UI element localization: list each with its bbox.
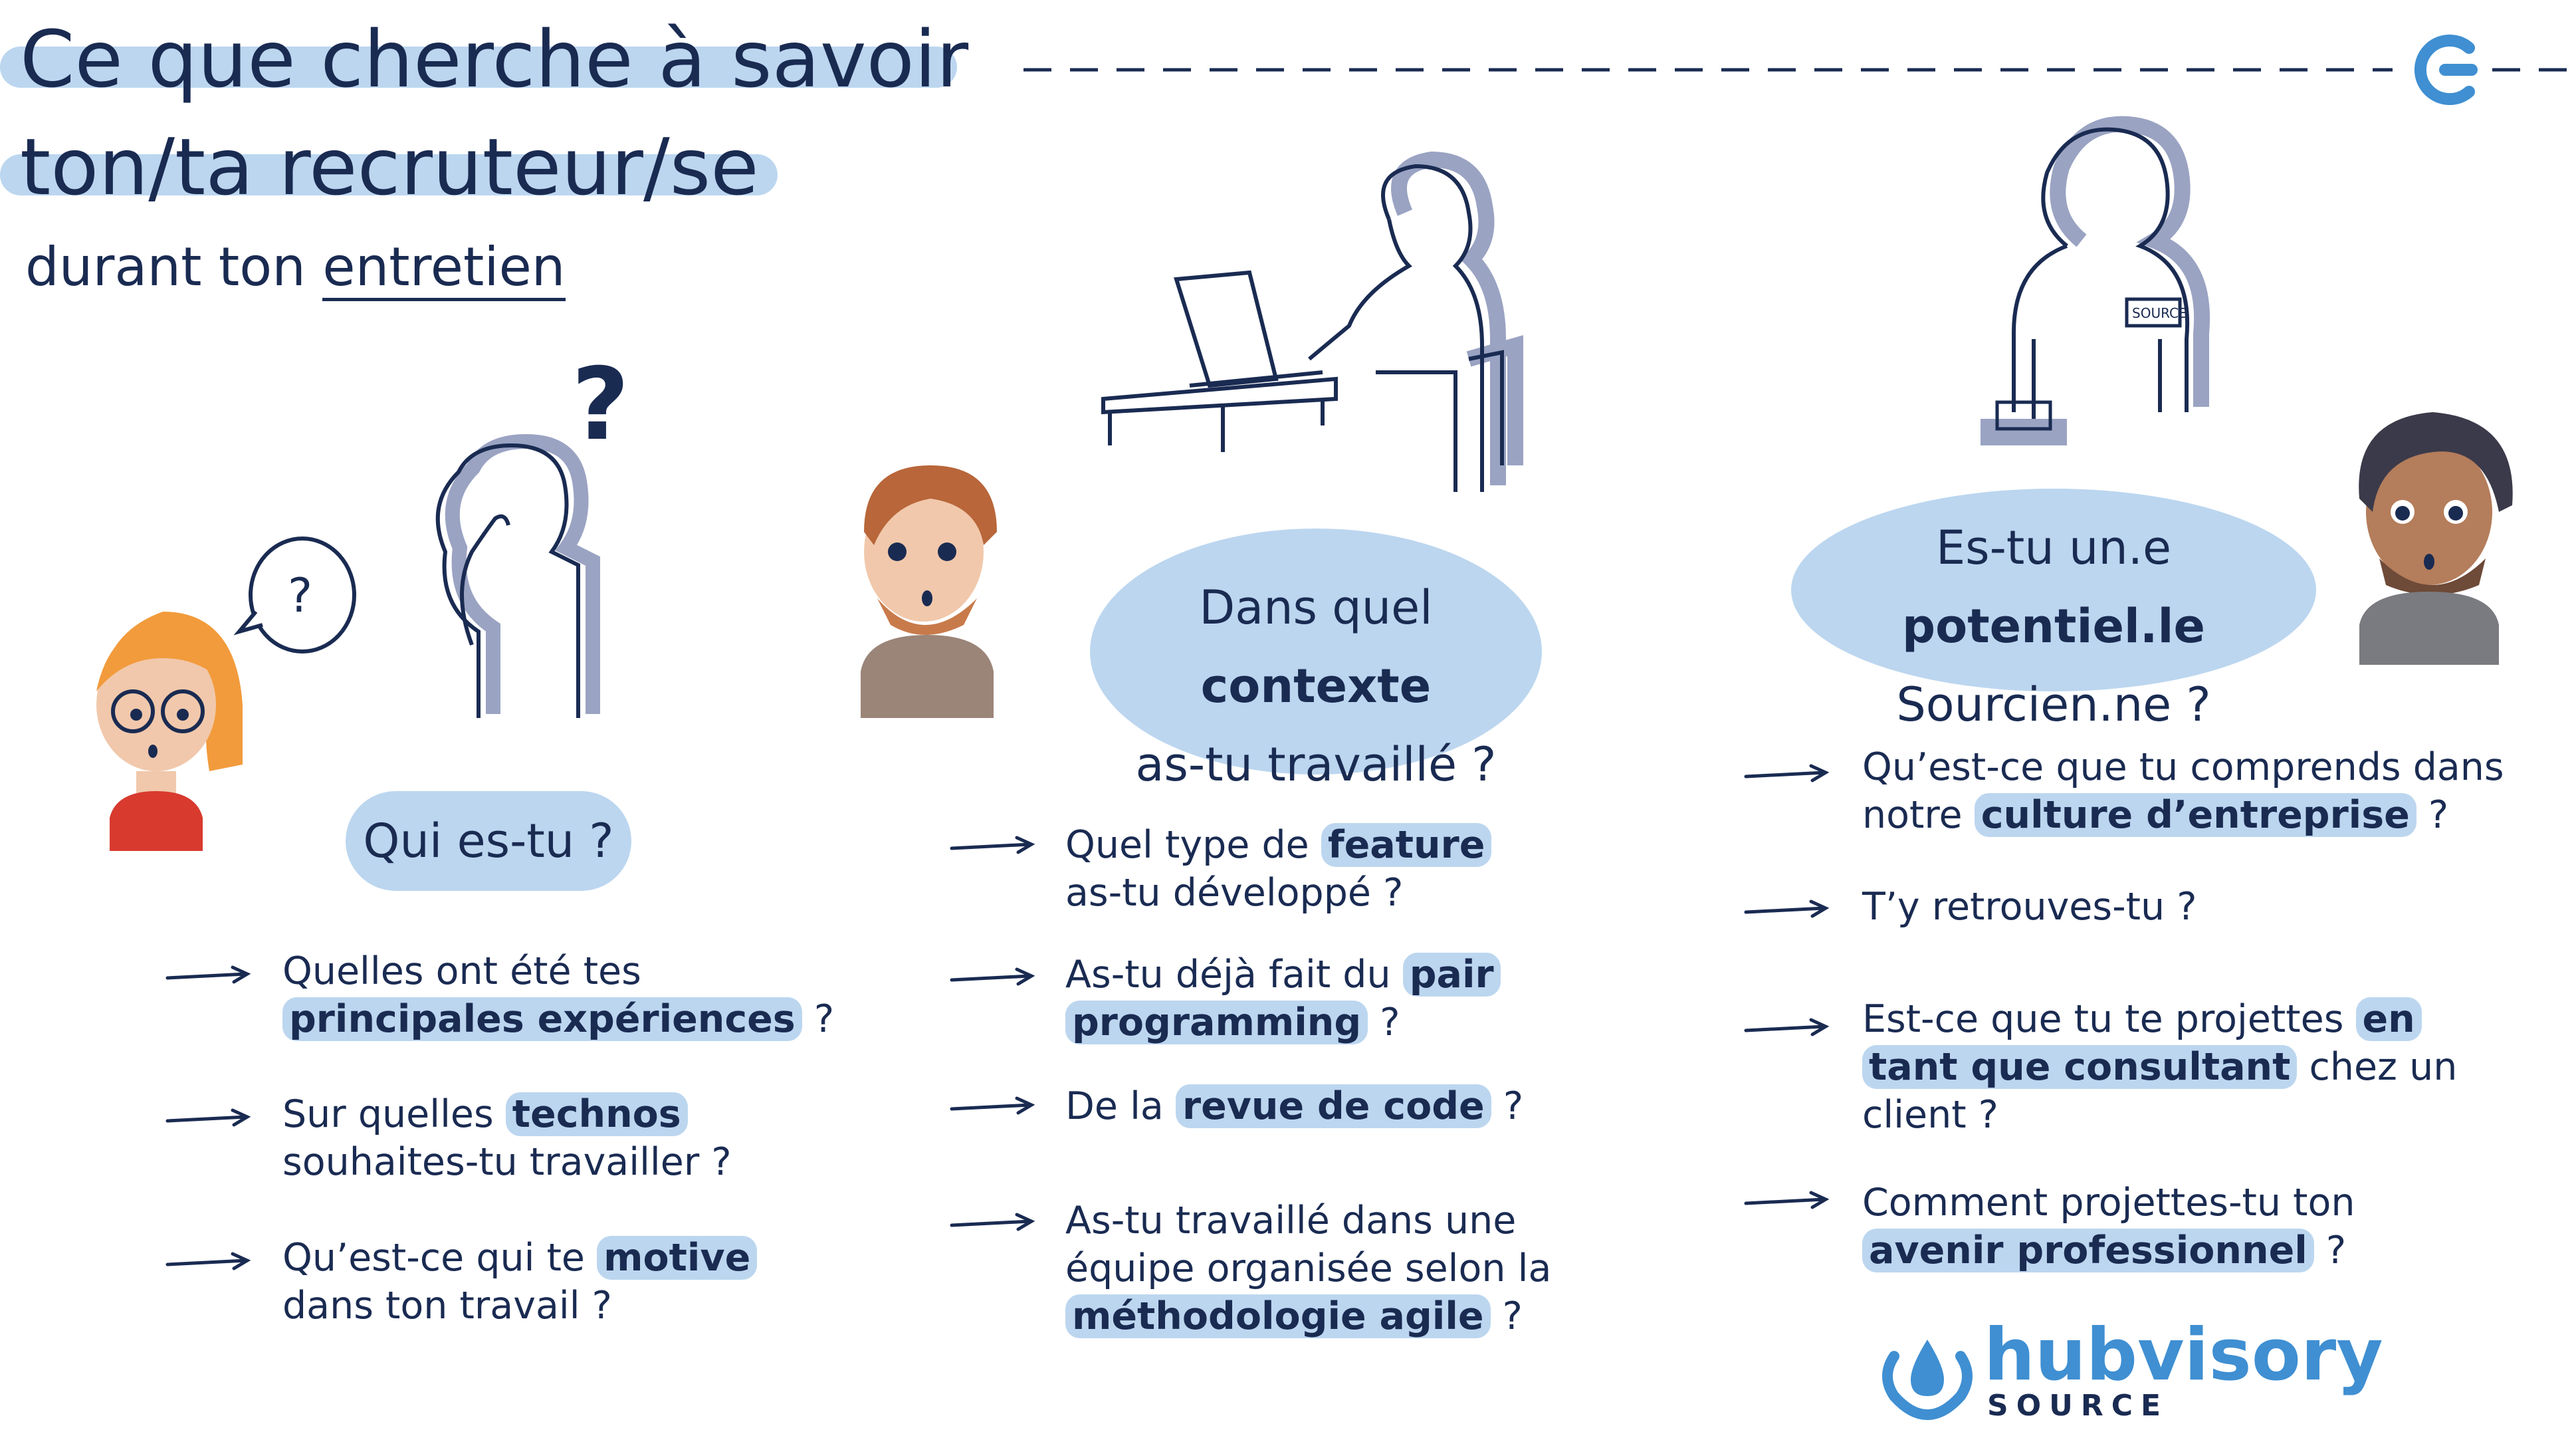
arrow-icon	[950, 836, 1037, 856]
bubble-pre: Dans quel	[1199, 580, 1433, 635]
question-pre: Qu’est-ce qui te	[282, 1236, 597, 1280]
question-pre: As-tu déjà fait du	[1065, 953, 1403, 997]
question-post: dans ton travail ?	[282, 1284, 612, 1328]
question-item	[1862, 995, 2457, 1139]
arrow-icon	[950, 1097, 1037, 1117]
question-item	[1862, 1179, 2355, 1274]
page-subtitle	[25, 236, 566, 298]
arrow-icon	[166, 1253, 253, 1272]
bubble-bold: potentiel.le	[1902, 599, 2205, 654]
brand-name: hubvisory	[1984, 1314, 2383, 1397]
question-post: as-tu développé ?	[1065, 871, 1404, 915]
question-keyword: feature	[1321, 823, 1492, 867]
laptop-worker-illustration	[1097, 160, 1549, 505]
question-item	[1862, 883, 2197, 931]
page-title-line-2: ton/ta recruteur/se	[20, 121, 759, 213]
arrow-icon	[166, 966, 253, 986]
bubble-text: Qui es-tu ?	[363, 814, 614, 868]
bubble-pre: Es-tu un.e	[1935, 521, 2172, 575]
hubvisory-drop-icon	[1881, 1330, 1974, 1416]
question-pre: De la	[1065, 1084, 1176, 1128]
arrow-icon	[950, 968, 1037, 988]
question-keyword: avenir professionnel	[1862, 1229, 2314, 1272]
question-keyword-2: tant que consultant	[1862, 1045, 2297, 1089]
question-post: ?	[1491, 1084, 1524, 1128]
question-line: Comment projettes-tu ton	[1862, 1181, 2355, 1225]
page-title-line-1: Ce que cherche à savoir	[20, 13, 969, 105]
question-keyword: motive	[597, 1236, 757, 1280]
arrow-icon	[950, 1213, 1037, 1233]
question-post: ?	[2313, 1229, 2347, 1272]
brand-subtitle: SOURCE	[1987, 1389, 2169, 1423]
arrow-icon	[1745, 900, 1831, 920]
subtitle-prefix: durant ton	[25, 236, 323, 298]
bubble-qui-es-tu	[346, 791, 631, 891]
question-post-2: client ?	[1862, 1093, 1998, 1137]
question-pre: Est-ce que tu te projettes	[1862, 997, 2356, 1041]
question-keyword: principales expériences	[282, 997, 802, 1041]
question-line: Quelles ont été tes	[282, 949, 641, 993]
question-post: souhaites-tu travailler ?	[282, 1140, 732, 1184]
svg-text:?: ?	[572, 347, 630, 463]
question-post: ?	[1490, 1294, 1523, 1338]
question-item	[1065, 1082, 1523, 1130]
bubble-bold: contexte	[1200, 659, 1432, 713]
bubble-post: Sourcien.ne ?	[1896, 677, 2211, 732]
question-keyword-2: programming	[1065, 1001, 1368, 1044]
question-post: ?	[802, 997, 835, 1041]
speech-bubble-icon	[236, 532, 362, 665]
candidate-girl-avatar	[83, 598, 249, 851]
question-keyword: revue de code	[1176, 1084, 1491, 1128]
question-keyword: en	[2356, 997, 2422, 1041]
arrow-icon	[1745, 765, 1831, 784]
arrow-icon	[1745, 1191, 1831, 1211]
question-post: ?	[1368, 1001, 1400, 1044]
question-item	[282, 947, 834, 1043]
candidate-curly-avatar	[2346, 399, 2532, 665]
sourcier-figure-illustration	[1961, 120, 2240, 465]
source-badge-label: SOURCE	[2132, 305, 2187, 321]
question-line-2: équipe organisée selon la	[1065, 1247, 1552, 1290]
question-item	[1862, 743, 2504, 839]
question-item	[282, 1090, 732, 1186]
question-item	[1065, 951, 1501, 1046]
question-pre: notre	[1862, 793, 1975, 837]
bubble-post: as-tu travaillé ?	[1135, 737, 1497, 792]
question-pre: Quel type de	[1065, 823, 1321, 867]
question-post: ?	[2416, 793, 2449, 837]
bubble-contexte	[1090, 529, 1542, 792]
svg-text:?: ?	[288, 568, 313, 623]
question-line-1: Qu’est-ce que tu comprends dans	[1862, 745, 2504, 789]
question-item	[282, 1234, 757, 1330]
bubble-potentiel	[1791, 489, 2316, 732]
question-pre: Sur quelles	[282, 1092, 506, 1136]
question-keyword: pair	[1403, 953, 1501, 997]
arrow-icon	[1745, 1018, 1831, 1038]
question-keyword: méthodologie agile	[1065, 1294, 1491, 1338]
brand-mark-icon	[2416, 33, 2482, 106]
header-dashed-line	[1023, 63, 2576, 76]
candidate-boy-avatar	[851, 452, 1010, 718]
question-item	[1065, 821, 1491, 917]
arrow-icon	[166, 1109, 253, 1129]
question-post: chez un	[2297, 1045, 2458, 1089]
question-line: T’y retrouves-tu ?	[1862, 885, 2197, 929]
question-keyword: technos	[506, 1092, 688, 1136]
question-line-1: As-tu travaillé dans une	[1065, 1199, 1517, 1243]
question-keyword: culture d’entreprise	[1975, 793, 2416, 837]
question-item	[1065, 1197, 1551, 1340]
recruiter-thinking-illustration	[399, 347, 651, 731]
subtitle-underlined: entretien	[322, 236, 565, 301]
